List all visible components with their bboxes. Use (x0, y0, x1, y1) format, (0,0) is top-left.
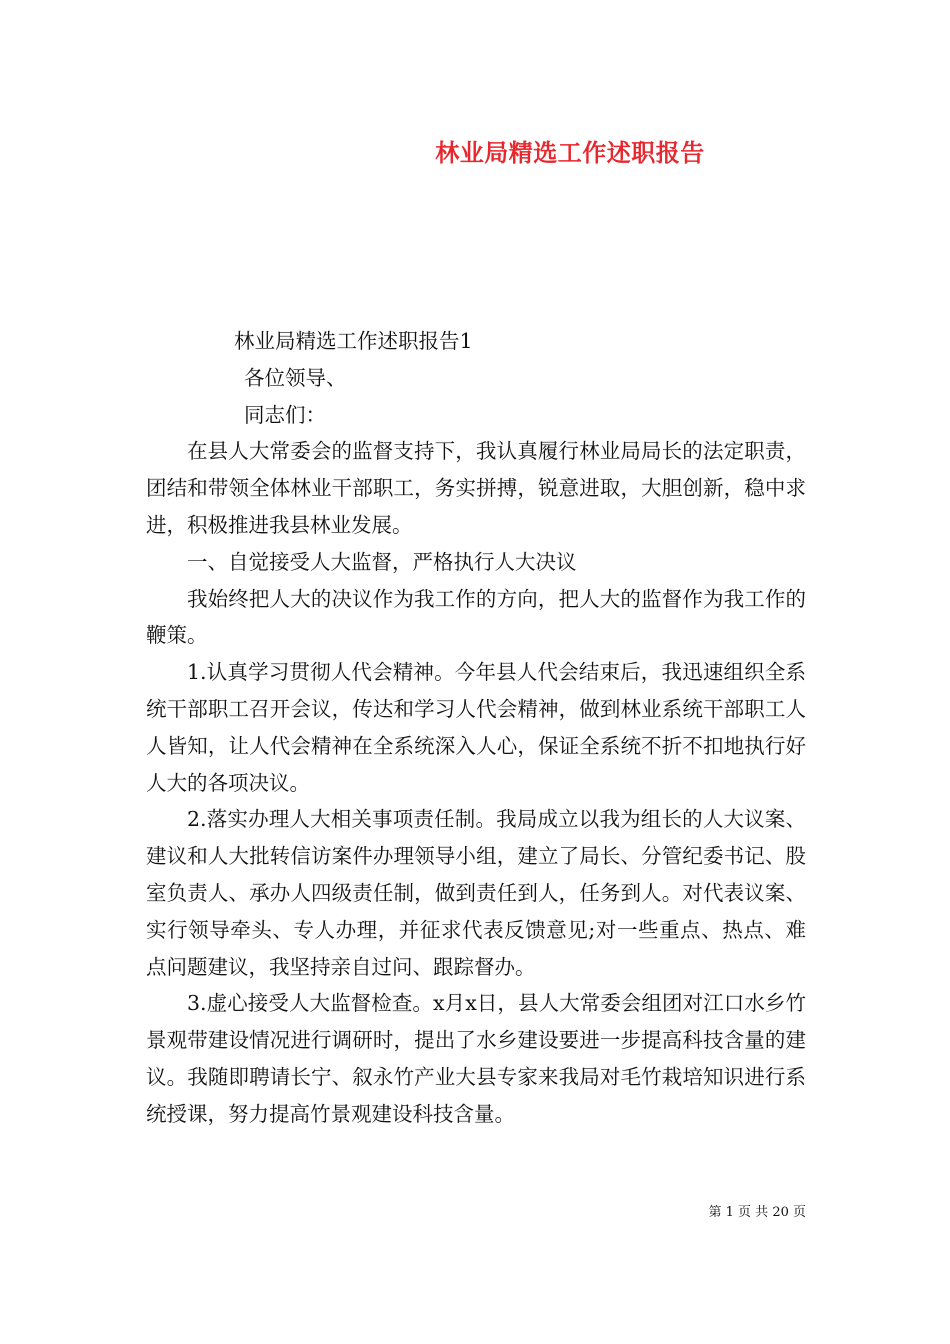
section-heading-1: 一、自觉接受人大监督，严格执行人大决议 (187, 549, 577, 574)
document-title: 林业局精选工作述职报告 (435, 138, 705, 167)
paragraph-item-2: 2.落实办理人大相关事项责任制。我局成立以我为组长的人大议案、建议和人大批转信访案件办理领导小组，建立了局长、分管纪委书记、股室负责人、承办人四级责任制，做到责任到人，任务到人。对代表议案、实行领导牵头、专人办理，并征求代表反馈意见;对一些重点、热点、难点问题建议，我坚持亲自过问、跟踪督办。 (146, 807, 806, 979)
salutation-leaders: 各位领导、 (244, 365, 347, 390)
paragraph-section-1: 我始终把人大的决议作为我工作的方向，把人大的监督作为我工作的鞭策。 (146, 586, 806, 648)
section-subtitle: 林业局精选工作述职报告1 (234, 329, 473, 353)
document-body (146, 323, 806, 1133)
salutation-comrades: 同志们： (244, 402, 326, 427)
page-number-footer: 第 1 页 共 20 页 (708, 1205, 806, 1220)
paragraph-intro: 在县人大常委会的监督支持下，我认真履行林业局局长的法定职责，团结和带领全体林业干部职工，务实拼搏，锐意进取，大胆创新，稳中求进，积极推进我县林业发展。 (146, 439, 806, 537)
paragraph-item-1: 1.认真学习贯彻人代会精神。今年县人代会结束后，我迅速组织全系统干部职工召开会议，传达和学习人代会精神，做到林业系统干部职工人人皆知，让人代会精神在全系统深入人心，保证全系统不折不扣地执行好人大的各项决议。 (146, 660, 806, 795)
paragraph-item-3: 3.虚心接受人大监督检查。x月x日，县人大常委会组团对江口水乡竹景观带建设情况进行调研时，提出了水乡建设要进一步提高科技含量的建议。我随即聘请长宁、叙永竹产业大县专家来我局对毛竹栽培知识进行系统授课，努力提高竹景观建设科技含量。 (146, 991, 806, 1126)
